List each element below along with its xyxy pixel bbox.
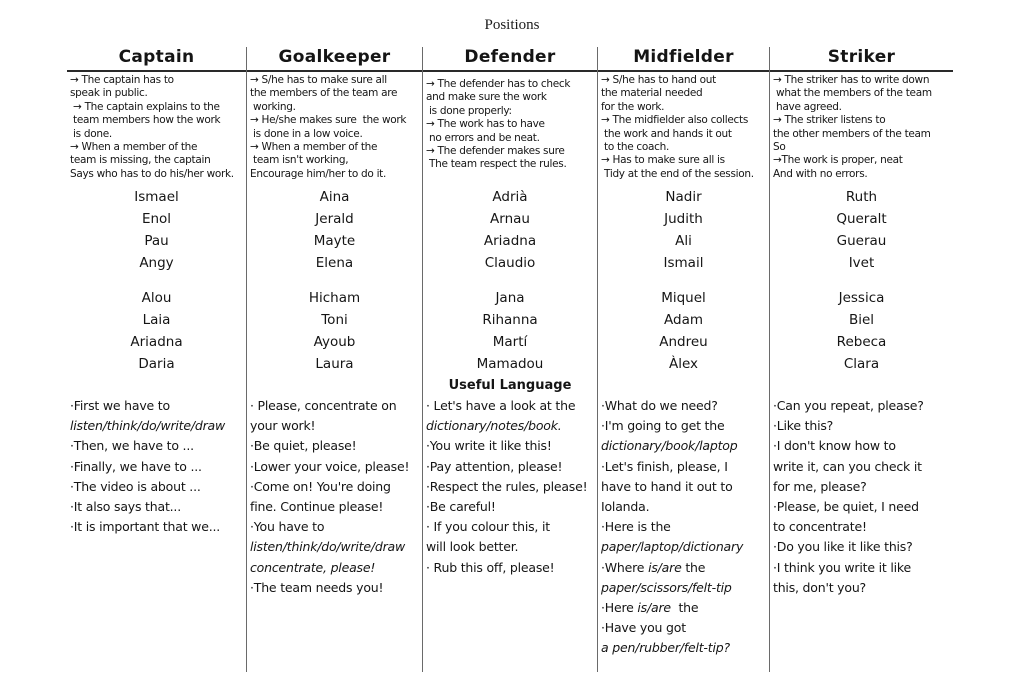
duty-line: is done. [70, 127, 112, 140]
player-name: Enol [141, 211, 172, 227]
phrase-line: ·Like this? [773, 418, 834, 434]
phrase-line: listen/think/do/write/draw [70, 418, 226, 434]
phrase-line: ·Then, we have to ... [70, 438, 194, 454]
duty-line: → The striker listens to [773, 114, 886, 127]
duty-line: have agreed. [773, 100, 842, 113]
phrase-line: ·Be careful! [426, 499, 496, 515]
duties-section [426, 78, 596, 172]
phrase-line: · If you colour this, it [426, 519, 550, 535]
column-striker [770, 47, 1024, 672]
column-captain [67, 47, 247, 672]
phrases-section [250, 396, 422, 598]
player-name: Hicham [308, 290, 361, 306]
phrase-line: ·Can you repeat, please? [773, 398, 924, 413]
names-group-b [598, 287, 769, 375]
duty-line: the material needed [601, 87, 703, 100]
phrase-line: ·What do we need? [601, 398, 718, 413]
duty-line: → The midfielder also collects [601, 114, 749, 127]
phrase-line: ·The video is about ... [70, 478, 201, 494]
player-name: Daria [138, 356, 175, 372]
phrase-line: ·Respect the rules, please! [426, 478, 588, 494]
duty-line: → S/he has to make sure all [250, 74, 387, 86]
column-goalkeeper [247, 47, 423, 672]
duty-line: what the members of the team [773, 87, 932, 100]
phrase-line: have to hand it out to [601, 478, 733, 494]
phrase-line: concentrate, please! [250, 559, 376, 575]
column-header: Captain [118, 47, 195, 67]
phrases-section [601, 396, 769, 659]
player-name: Rebeca [836, 334, 887, 350]
duty-line: → The captain has to [70, 74, 174, 86]
player-name: Angy [139, 255, 174, 271]
names-group-b [67, 287, 246, 375]
duty-line: team members how the work [70, 114, 221, 127]
phrase-line: · Please, concentrate on [250, 398, 397, 413]
phrase-line: ·Here is the [601, 519, 671, 535]
column-header: Defender [464, 47, 556, 67]
phrase-line: will look better. [426, 539, 519, 555]
player-name: Mamadou [476, 356, 544, 372]
duty-line: is done properly: [426, 104, 512, 117]
player-name: Aina [319, 189, 350, 205]
duty-line: So [773, 141, 786, 154]
duty-line: no errors and be neat. [426, 131, 540, 144]
phrase-line: ·Pay attention, please! [426, 458, 563, 474]
phrase-line: ·Do you like it like this? [773, 539, 913, 555]
phrase-line: ·Where is/are the [601, 559, 706, 575]
player-name: Laia [142, 312, 171, 328]
phrase-line: ·Have you got [601, 620, 686, 636]
player-name: Ivet [848, 255, 875, 271]
player-name: Ismael [134, 189, 179, 205]
phrase-line: this, don't you? [773, 579, 866, 595]
positions-table [67, 47, 1024, 672]
column-header: Striker [827, 47, 896, 67]
page-title: Positions [484, 17, 540, 33]
phrase-line: ·You have to [250, 519, 325, 535]
phrase-line: · Let's have a look at the [426, 398, 576, 413]
player-name: Mayte [313, 233, 356, 249]
duty-line: Tidy at the end of the session. [601, 167, 754, 180]
duty-line: working. [250, 100, 296, 113]
duty-line: The team respect the rules. [426, 158, 567, 171]
duties-section [70, 74, 245, 181]
duty-line: And with no errors. [773, 167, 868, 180]
phrase-line: ·Please, be quiet, I need [773, 499, 919, 515]
phrase-line: ·Let's finish, please, I [601, 458, 728, 474]
duty-line: the other members of the team [773, 127, 931, 140]
phrase-line: to concentrate! [773, 519, 867, 535]
player-name: Martí [492, 334, 528, 350]
phrase-line: ·Come on! You're doing [250, 478, 391, 494]
duty-line: → The work has to have [426, 118, 545, 131]
player-name: Pau [144, 233, 169, 249]
names-group-b [770, 287, 953, 375]
phrase-line: write it, can you check it [773, 458, 922, 474]
duty-line: team is missing, the captain [70, 154, 211, 167]
duties-section [773, 74, 952, 181]
duty-line: → The defender makes sure [426, 145, 565, 158]
phrase-line: paper/laptop/dictionary [601, 539, 744, 555]
phrase-line: · Rub this off, please! [426, 559, 555, 575]
duty-line: is done in a low voice. [250, 127, 363, 140]
duty-line: → The striker has to write down [773, 74, 930, 86]
phrase-line: paper/scissors/felt-tip [601, 579, 732, 595]
names-group-b [247, 287, 422, 375]
column-defender [423, 47, 598, 672]
player-name: Adam [664, 312, 703, 328]
player-name: Laura [315, 356, 354, 372]
phrases-section [70, 396, 246, 537]
duties-section [250, 74, 421, 181]
phrase-line: ·Be quiet, please! [250, 438, 357, 454]
duty-line: Says who has to do his/her work. [70, 167, 234, 180]
duty-line: →The work is proper, neat [773, 154, 903, 167]
phrase-line: ·The team needs you! [250, 579, 384, 595]
phrase-line: ·I think you write it like [773, 559, 911, 575]
player-name: Miquel [661, 290, 706, 306]
player-name: Ayoub [313, 334, 356, 350]
phrase-line: listen/think/do/write/draw [250, 539, 406, 555]
duties-section [601, 74, 768, 181]
player-name: Ruth [845, 189, 878, 205]
names-group-a [247, 186, 422, 274]
duty-line: the work and hands it out [601, 127, 732, 140]
useful-language-heading: Useful Language [448, 378, 572, 393]
player-name: Clara [843, 356, 880, 372]
phrase-line: ·Here is/are the [601, 600, 699, 616]
phrases-section [773, 396, 952, 598]
phrase-line: ·It is important that we... [70, 519, 221, 535]
player-name: Rihanna [482, 312, 538, 328]
names-group-a [598, 186, 769, 274]
duty-line: → Has to make sure all is [601, 154, 725, 167]
duty-line: → He/she makes sure the work [250, 114, 407, 127]
phrase-line: fine. Continue please! [250, 499, 384, 515]
player-name: Biel [848, 312, 875, 328]
player-name: Adrià [492, 189, 528, 205]
player-name: Jessica [838, 290, 885, 306]
column-header: Goalkeeper [278, 47, 391, 67]
player-name: Ali [675, 233, 692, 249]
player-name: Elena [315, 255, 354, 271]
phrase-line: dictionary/book/laptop [601, 438, 738, 454]
duty-line: → When a member of the [70, 141, 198, 154]
duty-line: → S/he has to hand out [601, 74, 716, 86]
duty-line: for the work. [601, 100, 665, 113]
player-name: Arnau [490, 211, 530, 227]
duty-line: → The defender has to check [426, 78, 571, 90]
phrase-line: ·I'm going to get the [601, 418, 725, 434]
duty-line: the members of the team are [250, 87, 398, 100]
player-name: Ariadna [483, 233, 537, 249]
player-name: Claudio [484, 255, 536, 271]
phrases-section [426, 396, 597, 578]
phrase-line: your work! [250, 418, 316, 434]
player-name: Judith [664, 211, 703, 227]
player-name: Toni [321, 312, 348, 328]
phrase-line: ·You write it like this! [426, 438, 552, 454]
duty-line: to the coach. [601, 141, 669, 154]
phrase-line: for me, please? [773, 478, 867, 494]
player-name: Queralt [836, 211, 887, 227]
player-name: Ismail [663, 255, 704, 271]
names-group-b [423, 287, 597, 375]
phrase-line: ·First we have to [70, 398, 170, 413]
column-header: Midfielder [633, 47, 734, 67]
column-midfielder [598, 47, 770, 672]
names-group-a [67, 186, 246, 274]
phrase-line: Iolanda. [601, 499, 650, 515]
phrase-line: ·It also says that... [70, 499, 181, 515]
player-name: Àlex [668, 356, 699, 372]
duty-line: speak in public. [70, 87, 148, 100]
player-name: Ariadna [130, 334, 183, 350]
player-name: Jerald [315, 211, 354, 227]
player-name: Jana [495, 290, 525, 306]
duty-line: → The captain explains to the [70, 100, 220, 113]
duty-line: team isn't working, [250, 154, 349, 167]
player-name: Nadir [665, 189, 702, 205]
player-name: Alou [141, 290, 172, 306]
duty-line: Encourage him/her to do it. [250, 167, 387, 180]
phrase-line: dictionary/notes/book. [426, 418, 562, 434]
player-name: Andreu [659, 334, 708, 350]
phrase-line: ·Lower your voice, please! [250, 458, 410, 474]
phrase-line: ·I don't know how to [773, 438, 896, 454]
names-group-a [423, 186, 597, 274]
duty-line: → When a member of the [250, 141, 378, 154]
names-group-a [770, 186, 953, 274]
player-name: Guerau [836, 233, 887, 249]
phrase-line: ·Finally, we have to ... [70, 458, 202, 474]
phrase-line: a pen/rubber/felt-tip? [601, 640, 730, 656]
duty-line: and make sure the work [426, 91, 547, 104]
